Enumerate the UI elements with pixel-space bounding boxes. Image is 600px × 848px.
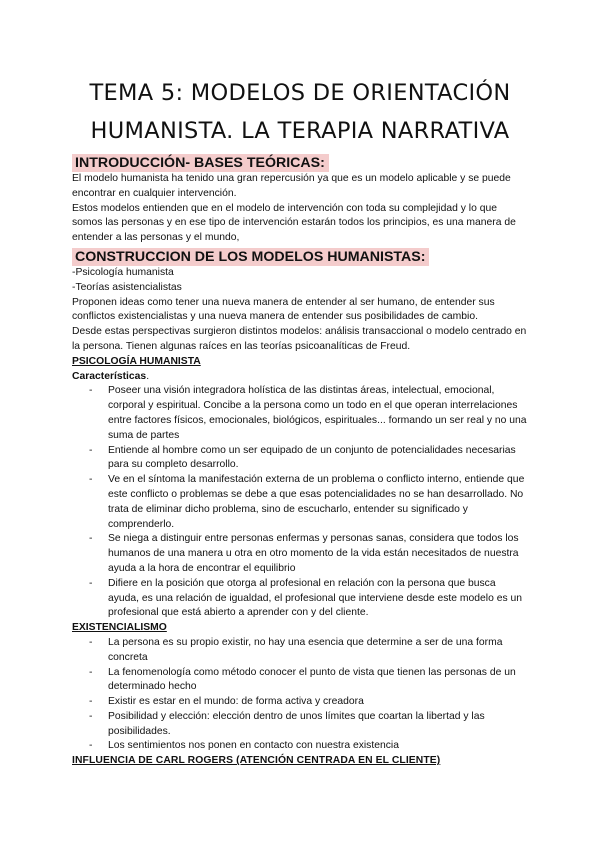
psicologia-heading: PSICOLOGÍA HUMANISTA — [72, 355, 201, 367]
list-item: - Entiende al hombre como un ser equipado de un conjunto de potencialidades necesarias para su completo desarrollo. — [108, 444, 528, 474]
construccion-heading: CONSTRUCCION DE LOS MODELOS HUMANISTAS: — [72, 248, 429, 266]
list-item: - Posibilidad y elección: elección dentro de unos límites que coartan la libertad y las posibilidades. — [108, 710, 528, 740]
intro-paragraph-1: El modelo humanista ha tenido una gran repercusión ya que es un modelo aplicable y se puede encontrar en cualquier intervención. — [72, 173, 511, 199]
list-item: - La persona es su propio existir, no hay una esencia que determine a ser de una forma concreta — [108, 636, 528, 666]
list-item: - Existir es estar en el mundo: de forma activa y creadora — [108, 695, 528, 710]
construccion-paragraph-1: Proponen ideas como tener una nueva manera de entender al ser humano, de entender sus conflictos existencialistas y una nueva manera de entender sus posibilidades de cambio. — [72, 296, 495, 323]
list-item: - La fenomenología como método conocer el punto de vista que tienen las personas de un determinado hecho — [108, 666, 528, 696]
influencia-heading: INFLUENCIA DE CARL ROGERS (ATENCIÓN CENTRADA EN EL CLIENTE) — [72, 755, 441, 767]
list-item: - Difiere en la posición que otorga al profesional en relación con la persona que busca ayuda, es una relación de igualdad, el profesional que interviene desde este modelo es un profesional que está abierto a aprender con y del cliente. — [108, 577, 528, 621]
title-line-1: TEMA 5: MODELOS DE ORIENTACIÓN — [89, 80, 511, 106]
document-title — [72, 0, 528, 150]
construccion-line-1: -Psicología humanista — [72, 266, 174, 278]
intro-heading: INTRODUCCIÓN- BASES TEÓRICAS: — [72, 154, 329, 172]
existencialismo-heading: EXISTENCIALISMO — [72, 622, 167, 634]
construccion-paragraph-2: Desde estas perspectivas surgieron distintos modelos: análisis transaccional o modelo centrado en la persona. Tienen algunas raíces en las teorías psicoanalíticas de Freud. — [72, 326, 527, 352]
caracteristicas-suffix: . — [146, 370, 150, 382]
caracteristicas-label: Características — [72, 370, 147, 382]
caracteristicas-subheading — [72, 370, 528, 385]
title-line-2: HUMANISTA. LA TERAPIA NARRATIVA — [90, 118, 510, 144]
list-item: - Ve en el síntoma la manifestación externa de un problema o conflicto interno, entiende que este conflicto o problemas se debe a que esas potencialidades no se han desarrollado. No trata de eliminar dicho problema, sino de escucharlo, entender su significado y comprenderlo. — [108, 473, 528, 532]
construccion-line-2: -Teorías asistencialistas — [72, 281, 182, 293]
list-item: - Poseer una visión integradora holística de las distintas áreas, intelectual, emocional, corporal y espiritual. Concibe a la persona como un todo en el que operan interrelaciones entre factores físicos, emocionales, biológicos, espirituales... formando un ser real y no una suma de partes — [108, 384, 528, 443]
psicologia-list — [72, 384, 528, 621]
existencialismo-list — [72, 636, 528, 754]
intro-paragraph-2: Estos modelos entienden que en el modelo de intervención con toda su complejidad y lo que somos las personas y en ese tipo de intervención estarán todos los principios, es una manera de entender a las personas y el mundo, — [72, 202, 516, 244]
list-item: - Los sentimientos nos ponen en contacto con nuestra existencia — [108, 739, 528, 754]
list-item: - Se niega a distinguir entre personas enfermas y personas sanas, considera que todos los humanos de una manera u otra en otro momento de la vida están necesitados de nuestra ayuda a la hora de encontrar el equilibrio — [108, 532, 528, 576]
